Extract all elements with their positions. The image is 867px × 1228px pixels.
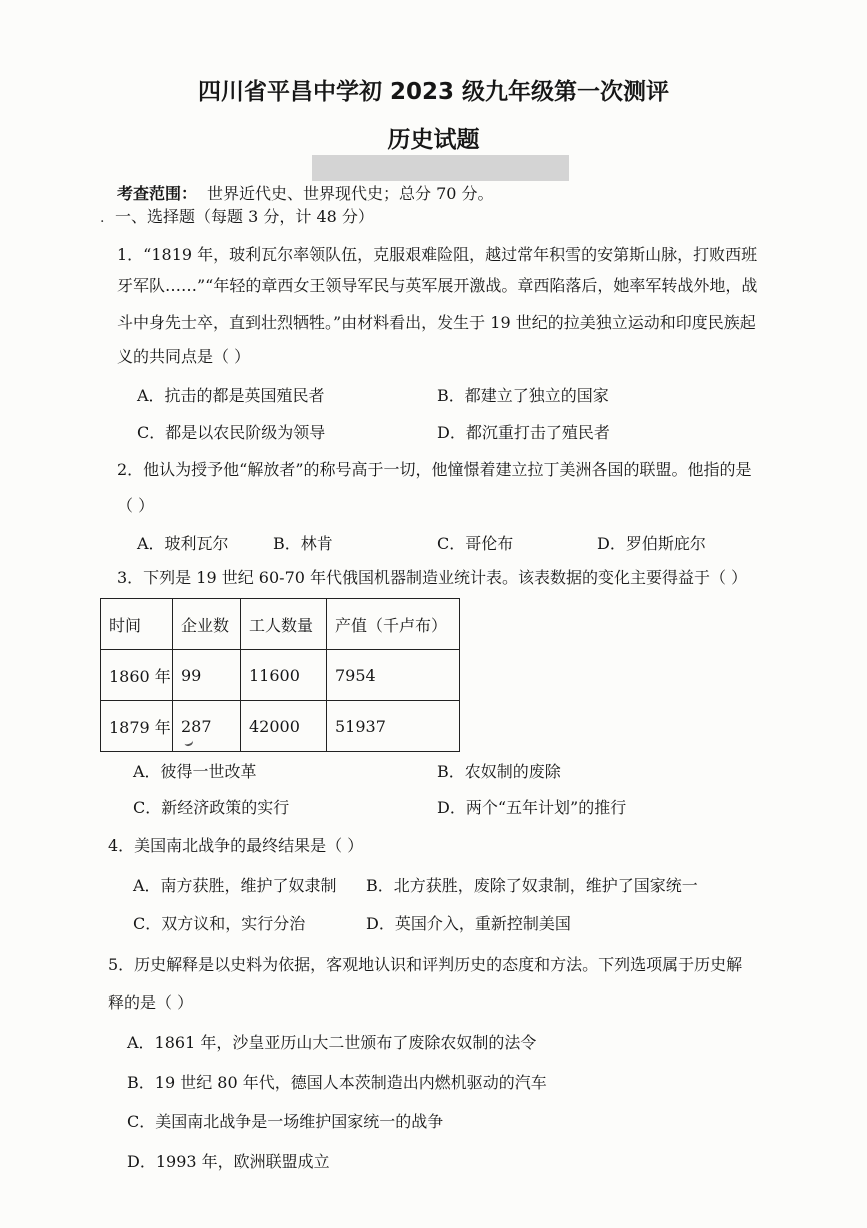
q5-line-1: 5．历史解释是以史料为依据，客观地认识和评判历史的态度和方法。下列选项属于历史解	[108, 955, 743, 974]
q5-option-a: A．1861 年，沙皇亚历山大二世颁布了废除农奴制的法令	[127, 1033, 537, 1052]
q3-option-c: C．新经济政策的实行	[133, 798, 290, 817]
q5-option-b: B．19 世纪 80 年代，德国人本茨制造出内燃机驱动的汽车	[127, 1073, 547, 1092]
table-cell: 99	[173, 650, 241, 701]
table-cell: 287	[173, 701, 241, 752]
q3-option-a: A．彼得一世改革	[133, 762, 257, 781]
q4-option-d: D．英国介入，重新控制美国	[366, 914, 571, 933]
q3-stem: 3．下列是 19 世纪 60-70 年代俄国机器制造业统计表。该表数据的变化主要得益于（ ）	[117, 568, 748, 587]
table-row	[101, 650, 460, 701]
q4-option-c: C．双方议和，实行分治	[133, 914, 306, 933]
q4-option-a: A．南方获胜，维护了奴隶制	[133, 876, 337, 895]
table-cell: 1860 年	[101, 650, 173, 701]
table-cell: 11600	[241, 650, 327, 701]
table-header-cell: 时间	[101, 599, 173, 650]
q2-option-c: C．哥伦布	[437, 534, 514, 553]
q3-option-b: B．农奴制的废除	[437, 762, 561, 781]
q2-option-a: A．玻利瓦尔	[137, 534, 229, 553]
q2-option-d: D．罗伯斯庇尔	[597, 534, 706, 553]
q1-line-3: 斗中身先士卒，直到壮烈牺牲。”由材料看出，发生于 19 世纪的拉美独立运动和印度民族起	[117, 313, 756, 332]
table-header-cell: 企业数	[173, 599, 241, 650]
q2-option-b: B．林肯	[273, 534, 333, 553]
table-header-cell: 工人数量	[241, 599, 327, 650]
q5-option-c: C．美国南北战争是一场维护国家统一的战争	[127, 1112, 444, 1131]
q2-line-2: （ ）	[117, 496, 155, 515]
q3-option-d: D．两个“五年计划”的推行	[437, 798, 627, 817]
scope-content: 世界近代史、世界现代史；总分 70 分。	[207, 184, 494, 203]
q1-line-4: 义的共同点是（ ）	[117, 347, 251, 366]
section-title: 一、选择题（每题 3 分，计 48 分）	[115, 207, 374, 226]
q1-line-1: 1．“1819 年，玻利瓦尔率领队伍，克服艰难险阻，越过常年积雪的安第斯山脉，打败西班	[117, 245, 758, 264]
q1-option-c: C．都是以农民阶级为领导	[137, 423, 326, 442]
table-header-cell: 产值（千卢布）	[327, 599, 460, 650]
q2-line-1: 2．他认为授予他“解放者”的称号高于一切，他憧憬着建立拉丁美洲各国的联盟。他指的是	[117, 460, 752, 479]
q4-option-b: B．北方获胜，废除了奴隶制，维护了国家统一	[366, 876, 698, 895]
q1-line-2: 牙军队……”“年轻的章西女王领导军民与英军展开激战。章西陷落后，她率军转战外地，战	[117, 276, 758, 295]
q5-line-2: 释的是（ ）	[108, 993, 194, 1012]
table-cell: 7954	[327, 650, 460, 701]
machine-industry-table	[100, 598, 460, 752]
redacted-bar	[312, 155, 569, 181]
q1-option-a: A．抗击的都是英国殖民者	[137, 386, 325, 405]
exam-subtitle: 历史试题	[387, 127, 480, 153]
q1-option-d: D．都沉重打击了殖民者	[437, 423, 610, 442]
table-cell: 51937	[327, 701, 460, 752]
margin-dot: .	[100, 210, 105, 226]
exam-title: 四川省平昌中学初 2023 级九年级第一次测评	[197, 79, 670, 105]
table-cell: 1879 年	[101, 701, 173, 752]
table-header-row	[101, 599, 460, 650]
table-cell: 42000	[241, 701, 327, 752]
q4-stem: 4．美国南北战争的最终结果是（ ）	[108, 836, 364, 855]
scope-label: 考查范围：	[117, 184, 198, 203]
q5-option-d: D．1993 年，欧洲联盟成立	[127, 1152, 330, 1171]
table-row	[101, 701, 460, 752]
q1-option-b: B．都建立了独立的国家	[437, 386, 609, 405]
